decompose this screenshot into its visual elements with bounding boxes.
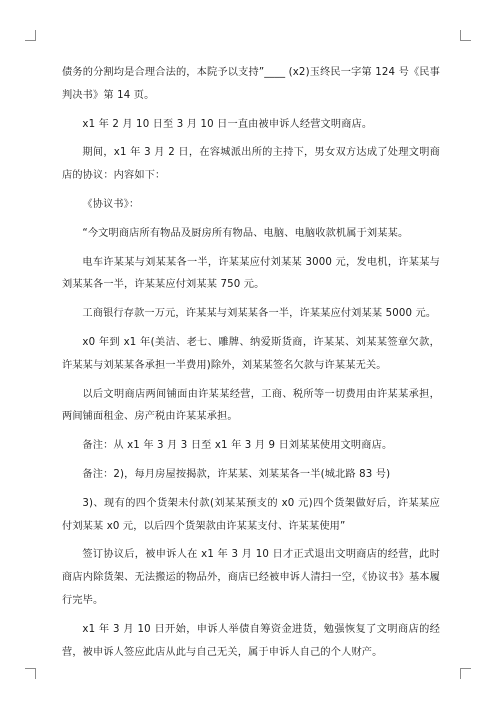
- paragraph-8: x0 年到 x1 年(美洁、老七、雕牌、纳爱斯货商，许某某、刘某某签章欠款，许某某与刘某某各承担一半费用)除外，刘某某签名欠款与许某某无关。: [62, 336, 440, 371]
- paragraph-6: 电车许某某与刘某某各一半，许某某应付刘某某 3000 元，发电机，许某某与刘某某各一半，许某某应付刘某某 750 元。: [62, 256, 440, 291]
- crop-mark-bottom-left: [25, 668, 36, 679]
- paragraph-10: 备注：从 x1 年 3 月 3 日至 x1 年 3 月 9 日刘某某使用文明商店。: [82, 440, 393, 452]
- crop-mark-top-right: [460, 30, 471, 41]
- paragraph-13: 签订协议后，被申诉人在 x1 年 3 月 10 日才正式退出文明商店的经营，此时商店内除货架、无法搬运的物品外，商店已经被申诉人清扫一空，《协议书》基本履行完毕。: [62, 549, 440, 606]
- paragraph-7: 工商银行存款一万元，许某某与刘某某各一半，许某某应付刘某某 5000 元。: [82, 308, 437, 320]
- document-body: [62, 62, 440, 670]
- paragraph-1: 债务的分割均是合理合法的，本院予以支持”____ (x2)玉终民一字第 124 号《民事判决书》第 14 页。: [62, 67, 440, 101]
- crop-mark-bottom-right: [460, 668, 471, 679]
- paragraph-3: 期间，x1 年 3 月 2 日，在容城派出所的主持下，男女双方达成了处理文明商店的协议：内容如下：: [62, 147, 440, 182]
- paragraph-2: x1 年 2 月 10 日至 3 月 10 日一直由被申诉人经营文明商店。: [82, 118, 373, 130]
- crop-mark-top-left: [25, 30, 36, 41]
- paragraph-14: x1 年 3 月 10 日开始，申诉人举债自筹资金进货，勉强恢复了文明商店的经营，被申诉人签应此店从此与自己无关，属于申诉人自己的个人财产。: [62, 623, 440, 658]
- paragraph-12: 3)、现有的四个货架未付款(刘某某预支的 x0 元)四个货架做好后，许某某应付刘某某 x0 元，以后四个货架款由许某某支付、许某某使用”: [62, 497, 440, 532]
- paragraph-11: 备注：2)，每月房屋按揭款，许某某、刘某某各一半(城北路 83 号): [82, 468, 391, 480]
- paragraph-5: “今文明商店所有物品及厨房所有物品、电脑、电脑收款机属于刘某某。: [82, 227, 409, 239]
- paragraph-9: 以后文明商店两间铺面由许某某经营，工商、税所等一切费用由许某某承担，两间铺面租金、房产税由许某某承担。: [62, 388, 440, 423]
- paragraph-4: 《协议书》：: [82, 198, 140, 210]
